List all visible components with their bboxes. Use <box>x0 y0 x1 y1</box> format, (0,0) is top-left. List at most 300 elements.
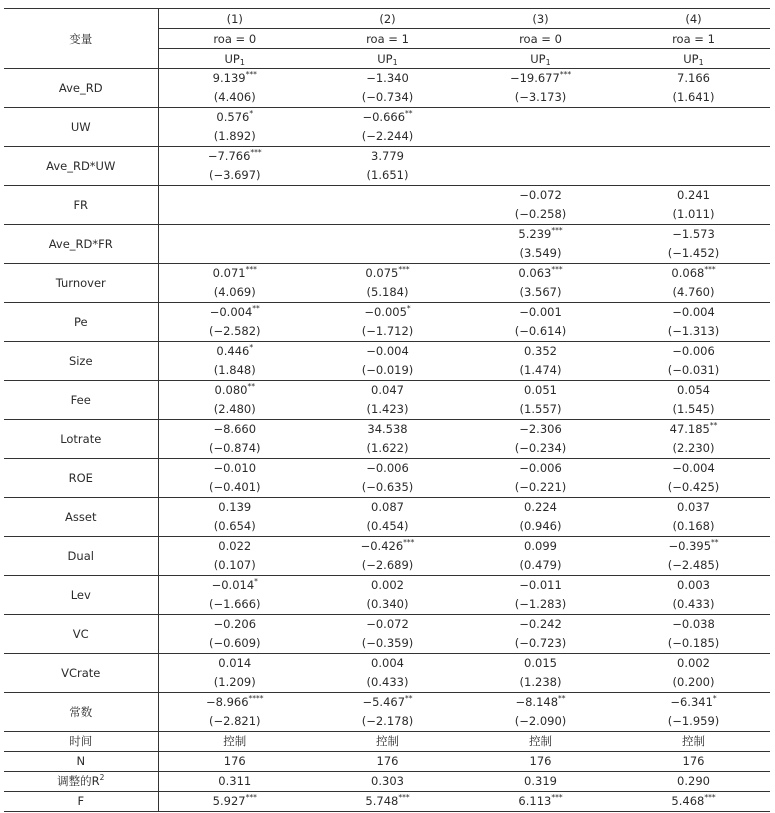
t-statistic: (−2.485) <box>667 558 720 572</box>
t-statistic: (−0.401) <box>208 480 261 494</box>
t-statistic: (−3.173) <box>514 90 567 104</box>
model-number: (3) <box>464 9 617 29</box>
coefficient-cell <box>311 108 464 128</box>
t-statistic: (−0.031) <box>667 363 720 377</box>
t-statistic: (0.654) <box>213 519 256 533</box>
coefficient-cell <box>311 537 464 557</box>
r2-label-sup: 2 <box>99 773 105 782</box>
t-statistic: (−2.821) <box>208 714 261 728</box>
coefficient-value: −0.004 <box>672 461 715 475</box>
t-statistic: (−1.959) <box>667 714 720 728</box>
significance-stars: * <box>712 694 717 703</box>
significance-stars: ** <box>709 421 718 430</box>
coefficient-cell <box>311 342 464 362</box>
variable-row <box>4 186 770 206</box>
coefficient-value: −0.011 <box>519 578 562 592</box>
variable-name: 常数 <box>4 693 158 732</box>
coefficient-cell <box>617 69 770 89</box>
coefficient-cell <box>464 576 617 596</box>
t-statistic: (−0.723) <box>514 636 567 650</box>
t-statistic: (0.340) <box>366 597 409 611</box>
variable-row <box>4 615 770 635</box>
coefficient-value: −0.006 <box>519 461 562 475</box>
coefficient-value: 0.047 <box>371 383 404 397</box>
variable-name: Pe <box>4 303 158 342</box>
variable-row <box>4 537 770 557</box>
significance-stars: ** <box>558 694 566 703</box>
t-statistic: (−0.258) <box>514 207 567 221</box>
t-statistic: (−0.734) <box>361 90 414 104</box>
coefficient-cell <box>617 147 770 167</box>
coefficient-cell <box>617 186 770 206</box>
variable-name: VCrate <box>4 654 158 693</box>
depvar-base: UP <box>377 51 393 66</box>
variable-name: Asset <box>4 498 158 537</box>
t-statistic: (2.230) <box>672 441 715 455</box>
coefficient-cell <box>311 381 464 401</box>
t-statistic: (0.946) <box>519 519 562 533</box>
t-statistic: (0.479) <box>519 558 562 572</box>
variable-name: FR <box>4 186 158 225</box>
coefficient-value: 0.071 <box>212 266 246 280</box>
variable-row <box>4 654 770 674</box>
t-statistic <box>158 244 311 264</box>
coefficient-cell <box>464 342 617 362</box>
coefficient-value: −0.426 <box>360 539 404 553</box>
stat-cell: 176 <box>158 752 311 772</box>
coefficient-cell <box>311 186 464 206</box>
coefficient-cell <box>158 225 311 245</box>
coefficient-cell <box>158 459 311 479</box>
variable-name: Lev <box>4 576 158 615</box>
coefficient-cell <box>464 381 617 401</box>
t-statistic: (4.760) <box>672 285 715 299</box>
coefficient-value: −1.573 <box>672 227 715 241</box>
t-statistic: (0.107) <box>213 558 256 572</box>
coefficient-value: −0.004 <box>672 305 715 319</box>
coefficient-value: 9.139 <box>212 71 246 85</box>
coefficient-cell <box>617 576 770 596</box>
model-number: (1) <box>158 9 311 29</box>
coefficient-cell <box>617 615 770 635</box>
coefficient-cell <box>617 693 770 713</box>
coefficient-value: 0.352 <box>524 344 557 358</box>
header-model-row <box>4 9 770 29</box>
variable-name: Fee <box>4 381 158 420</box>
stat-cell: 控制 <box>617 732 770 752</box>
significance-stars: * <box>249 109 254 118</box>
coefficient-value: −19.677 <box>509 71 560 85</box>
coefficient-cell <box>617 459 770 479</box>
coefficient-value: 0.054 <box>677 383 710 397</box>
stat-cell: 176 <box>464 752 617 772</box>
variable-row <box>4 225 770 245</box>
variable-row <box>4 303 770 323</box>
significance-stars: *** <box>551 793 563 802</box>
t-statistic <box>311 244 464 264</box>
stat-cell: 176 <box>617 752 770 772</box>
significance-stars: ** <box>711 538 719 547</box>
depvar-base: UP <box>224 51 240 66</box>
coefficient-cell <box>464 498 617 518</box>
depvar-subscript: 1 <box>698 57 704 67</box>
coefficient-cell <box>158 576 311 596</box>
coefficient-value: −0.004 <box>366 344 409 358</box>
t-statistic: (0.200) <box>672 675 715 689</box>
coefficient-value: 5.239 <box>518 227 552 241</box>
coefficient-cell <box>311 654 464 674</box>
t-statistic: (1.011) <box>672 207 715 221</box>
coefficient-value: 0.075 <box>365 266 399 280</box>
coefficient-value: −7.766 <box>207 149 251 163</box>
regression-table-container <box>4 8 770 812</box>
significance-stars: *** <box>551 226 563 235</box>
t-statistic: (−2.090) <box>514 714 567 728</box>
coefficient-cell <box>311 69 464 89</box>
coefficient-cell <box>311 576 464 596</box>
coefficient-cell <box>158 381 311 401</box>
significance-stars: *** <box>559 70 572 79</box>
coefficient-cell <box>617 108 770 128</box>
coefficient-cell <box>311 420 464 440</box>
t-statistic <box>464 166 617 186</box>
dependent-variable <box>464 49 617 69</box>
coefficient-value: −0.072 <box>519 188 562 202</box>
model-number: (4) <box>617 9 770 29</box>
coefficient-cell <box>158 615 311 635</box>
t-statistic: (0.168) <box>672 519 715 533</box>
t-statistic: (−2.244) <box>361 129 414 143</box>
coefficient-cell <box>158 147 311 167</box>
time-control-row <box>4 732 770 752</box>
coefficient-cell <box>464 225 617 245</box>
coefficient-cell <box>617 225 770 245</box>
t-statistic: (0.454) <box>366 519 409 533</box>
t-statistic: (−0.359) <box>361 636 414 650</box>
coefficient-cell <box>311 498 464 518</box>
significance-stars: *** <box>245 70 257 79</box>
variable-row <box>4 420 770 440</box>
coefficient-value: 0.002 <box>677 656 710 670</box>
stat-cell: 0.290 <box>617 772 770 792</box>
coefficient-cell <box>617 264 770 284</box>
variable-row <box>4 264 770 284</box>
significance-stars: * <box>406 304 411 313</box>
t-statistic: (1.209) <box>213 675 256 689</box>
coefficient-value: −0.006 <box>672 344 715 358</box>
stat-cell: 0.319 <box>464 772 617 792</box>
coefficient-value: 47.185 <box>669 422 710 436</box>
sample-label: roa = 1 <box>617 29 770 49</box>
variable-name: ROE <box>4 459 158 498</box>
coefficient-cell <box>464 537 617 557</box>
coefficient-cell <box>158 303 311 323</box>
significance-stars: *** <box>704 265 716 274</box>
variable-name: Ave_RD*FR <box>4 225 158 264</box>
row-label: N <box>4 752 158 772</box>
stat-cell: 176 <box>311 752 464 772</box>
coefficient-value: −8.660 <box>213 422 257 436</box>
coefficient-cell <box>617 303 770 323</box>
coefficient-cell <box>617 342 770 362</box>
variable-header: 变量 <box>4 9 158 69</box>
coefficient-value: 0.051 <box>524 383 557 397</box>
t-statistic <box>617 166 770 186</box>
coefficient-cell <box>311 147 464 167</box>
coefficient-value: −5.467 <box>362 695 406 709</box>
significance-stars: ** <box>405 109 413 118</box>
coefficient-value: 34.538 <box>367 422 408 436</box>
t-statistic: (−2.582) <box>208 324 261 338</box>
coefficient-cell <box>464 108 617 128</box>
variable-name: Lotrate <box>4 420 158 459</box>
coefficient-value: −0.242 <box>519 617 562 631</box>
stat-cell: 0.303 <box>311 772 464 792</box>
coefficient-value: 0.063 <box>518 266 552 280</box>
coefficient-value: −1.340 <box>366 71 409 85</box>
coefficient-cell <box>617 654 770 674</box>
coefficient-cell <box>464 264 617 284</box>
row-label <box>4 772 158 792</box>
stat-cell: 控制 <box>464 732 617 752</box>
coefficient-value: −6.341 <box>670 695 713 709</box>
stat-cell: 0.311 <box>158 772 311 792</box>
coefficient-value: −0.072 <box>366 617 409 631</box>
coefficient-cell <box>158 498 311 518</box>
t-statistic: (−0.425) <box>667 480 720 494</box>
t-statistic <box>158 205 311 225</box>
coefficient-cell <box>464 186 617 206</box>
variable-row <box>4 342 770 362</box>
depvar-base: UP <box>683 51 699 66</box>
coefficient-value: 0.099 <box>524 539 557 553</box>
t-statistic <box>311 205 464 225</box>
t-statistic: (−0.019) <box>361 363 414 377</box>
t-statistic: (1.848) <box>213 363 256 377</box>
f-value: 6.113 <box>518 794 552 808</box>
variable-row <box>4 459 770 479</box>
coefficient-value: 0.015 <box>524 656 557 670</box>
depvar-subscript: 1 <box>545 57 551 67</box>
t-statistic: (−0.614) <box>514 324 567 338</box>
significance-stars: * <box>249 343 254 352</box>
significance-stars: *** <box>403 538 415 547</box>
variable-name: Turnover <box>4 264 158 303</box>
coefficient-value: 0.003 <box>677 578 710 592</box>
variable-name: Size <box>4 342 158 381</box>
coefficient-value: 0.004 <box>371 656 404 670</box>
coefficient-value: 0.068 <box>671 266 705 280</box>
variable-row <box>4 381 770 401</box>
n-row <box>4 752 770 772</box>
t-statistic: (1.651) <box>366 168 409 182</box>
coefficient-cell <box>311 459 464 479</box>
significance-stars: ** <box>252 304 260 313</box>
coefficient-cell <box>158 264 311 284</box>
coefficient-value: −2.306 <box>519 422 562 436</box>
coefficient-cell <box>158 654 311 674</box>
significance-stars: *** <box>245 793 257 802</box>
coefficient-cell <box>617 498 770 518</box>
significance-stars: ** <box>247 382 255 391</box>
coefficient-value: 0.014 <box>218 656 252 670</box>
coefficient-cell <box>311 693 464 713</box>
row-label: 时间 <box>4 732 158 752</box>
dependent-variable <box>311 49 464 69</box>
variable-row <box>4 69 770 89</box>
coefficient-value: 0.139 <box>218 500 252 514</box>
coefficient-cell <box>464 615 617 635</box>
t-statistic: (1.557) <box>519 402 562 416</box>
variable-row <box>4 498 770 518</box>
coefficient-value: −0.206 <box>213 617 257 631</box>
coefficient-cell <box>464 459 617 479</box>
depvar-subscript: 1 <box>239 57 245 67</box>
coefficient-cell <box>464 654 617 674</box>
variable-name: VC <box>4 615 158 654</box>
coefficient-value: −8.148 <box>515 695 559 709</box>
regression-table <box>4 8 770 812</box>
t-statistic: (−0.234) <box>514 441 567 455</box>
coefficient-cell <box>158 186 311 206</box>
t-statistic: (−1.283) <box>514 597 567 611</box>
depvar-subscript: 1 <box>392 57 398 67</box>
t-statistic <box>617 127 770 147</box>
coefficient-cell <box>158 693 311 713</box>
t-statistic: (3.549) <box>519 246 562 260</box>
variable-name: Ave_RD <box>4 69 158 108</box>
coefficient-value: 0.022 <box>218 539 252 553</box>
coefficient-value: 0.080 <box>214 383 248 397</box>
t-statistic: (1.238) <box>519 675 562 689</box>
coefficient-cell <box>464 420 617 440</box>
t-statistic: (1.622) <box>366 441 409 455</box>
coefficient-cell <box>311 225 464 245</box>
coefficient-value: −0.010 <box>213 461 257 475</box>
t-statistic: (4.069) <box>213 285 256 299</box>
coefficient-value: 0.087 <box>371 500 404 514</box>
t-statistic: (−1.313) <box>667 324 720 338</box>
coefficient-value: −0.001 <box>519 305 562 319</box>
t-statistic: (−1.712) <box>361 324 414 338</box>
coefficient-value: −0.666 <box>362 110 406 124</box>
stat-cell: 控制 <box>158 732 311 752</box>
variable-row <box>4 147 770 167</box>
dependent-variable <box>158 49 311 69</box>
t-statistic: (1.892) <box>213 129 256 143</box>
depvar-base: UP <box>530 51 546 66</box>
significance-stars: ** <box>405 694 413 703</box>
coefficient-value: −0.038 <box>672 617 715 631</box>
t-statistic: (1.474) <box>519 363 562 377</box>
significance-stars: *** <box>398 793 410 802</box>
significance-stars: * <box>254 577 258 586</box>
summary-rows <box>4 732 770 812</box>
significance-stars: **** <box>248 694 264 703</box>
coefficient-cell <box>464 693 617 713</box>
r2-label-base: 调整的R <box>57 774 100 788</box>
variable-row <box>4 576 770 596</box>
variable-name: Dual <box>4 537 158 576</box>
significance-stars: *** <box>398 265 410 274</box>
t-statistic: (0.433) <box>366 675 409 689</box>
significance-stars: *** <box>250 148 262 157</box>
t-statistic: (1.423) <box>366 402 409 416</box>
coefficient-value: −0.014 <box>211 578 255 592</box>
stat-cell <box>617 792 770 812</box>
coefficient-cell <box>158 420 311 440</box>
coefficient-value: 0.002 <box>371 578 404 592</box>
stat-cell <box>464 792 617 812</box>
t-statistic: (−1.666) <box>208 597 261 611</box>
t-statistic: (4.406) <box>213 90 256 104</box>
t-statistic: (1.545) <box>672 402 715 416</box>
sample-label: roa = 1 <box>311 29 464 49</box>
t-statistic: (5.184) <box>366 285 409 299</box>
adj-r2-row <box>4 772 770 792</box>
coefficient-cell <box>464 303 617 323</box>
coefficient-value: 3.779 <box>371 149 404 163</box>
t-statistic: (−0.874) <box>208 441 261 455</box>
t-statistic: (0.433) <box>672 597 715 611</box>
t-statistic: (3.567) <box>519 285 562 299</box>
coefficient-value: −8.966 <box>205 695 249 709</box>
coefficient-cell <box>464 69 617 89</box>
coefficient-cell <box>464 147 617 167</box>
coefficient-cell <box>617 420 770 440</box>
t-statistic: (−3.697) <box>208 168 261 182</box>
t-statistic: (−1.452) <box>667 246 720 260</box>
coefficient-value: 0.446 <box>216 344 250 358</box>
coefficient-cell <box>311 615 464 635</box>
t-statistic <box>464 127 617 147</box>
significance-stars: *** <box>704 793 716 802</box>
sample-label: roa = 0 <box>158 29 311 49</box>
t-statistic: (−2.689) <box>361 558 414 572</box>
sample-label: roa = 0 <box>464 29 617 49</box>
coefficient-value: 0.037 <box>677 500 710 514</box>
t-statistic: (−0.185) <box>667 636 720 650</box>
f-row <box>4 792 770 812</box>
stat-cell <box>311 792 464 812</box>
stat-cell: 控制 <box>311 732 464 752</box>
coefficient-cell <box>158 108 311 128</box>
significance-stars: *** <box>245 265 257 274</box>
stat-cell <box>158 792 311 812</box>
coefficient-cell <box>617 537 770 557</box>
coefficient-value: −0.006 <box>366 461 409 475</box>
t-statistic: (2.480) <box>213 402 256 416</box>
coefficient-cell <box>158 537 311 557</box>
coefficient-value: −0.004 <box>209 305 253 319</box>
row-label: F <box>4 792 158 812</box>
coefficient-value: −0.395 <box>668 539 712 553</box>
coefficient-cell <box>158 69 311 89</box>
coefficient-value: 0.241 <box>677 188 710 202</box>
coefficient-cell <box>311 264 464 284</box>
variable-name: Ave_RD*UW <box>4 147 158 186</box>
coefficient-cell <box>617 381 770 401</box>
t-statistic: (1.641) <box>672 90 715 104</box>
dependent-variable <box>617 49 770 69</box>
variable-row <box>4 693 770 713</box>
coefficient-cell <box>158 342 311 362</box>
f-value: 5.748 <box>365 794 399 808</box>
t-statistic: (−0.609) <box>208 636 261 650</box>
significance-stars: *** <box>551 265 563 274</box>
coefficient-value: −0.005 <box>364 305 407 319</box>
f-value: 5.468 <box>671 794 705 808</box>
